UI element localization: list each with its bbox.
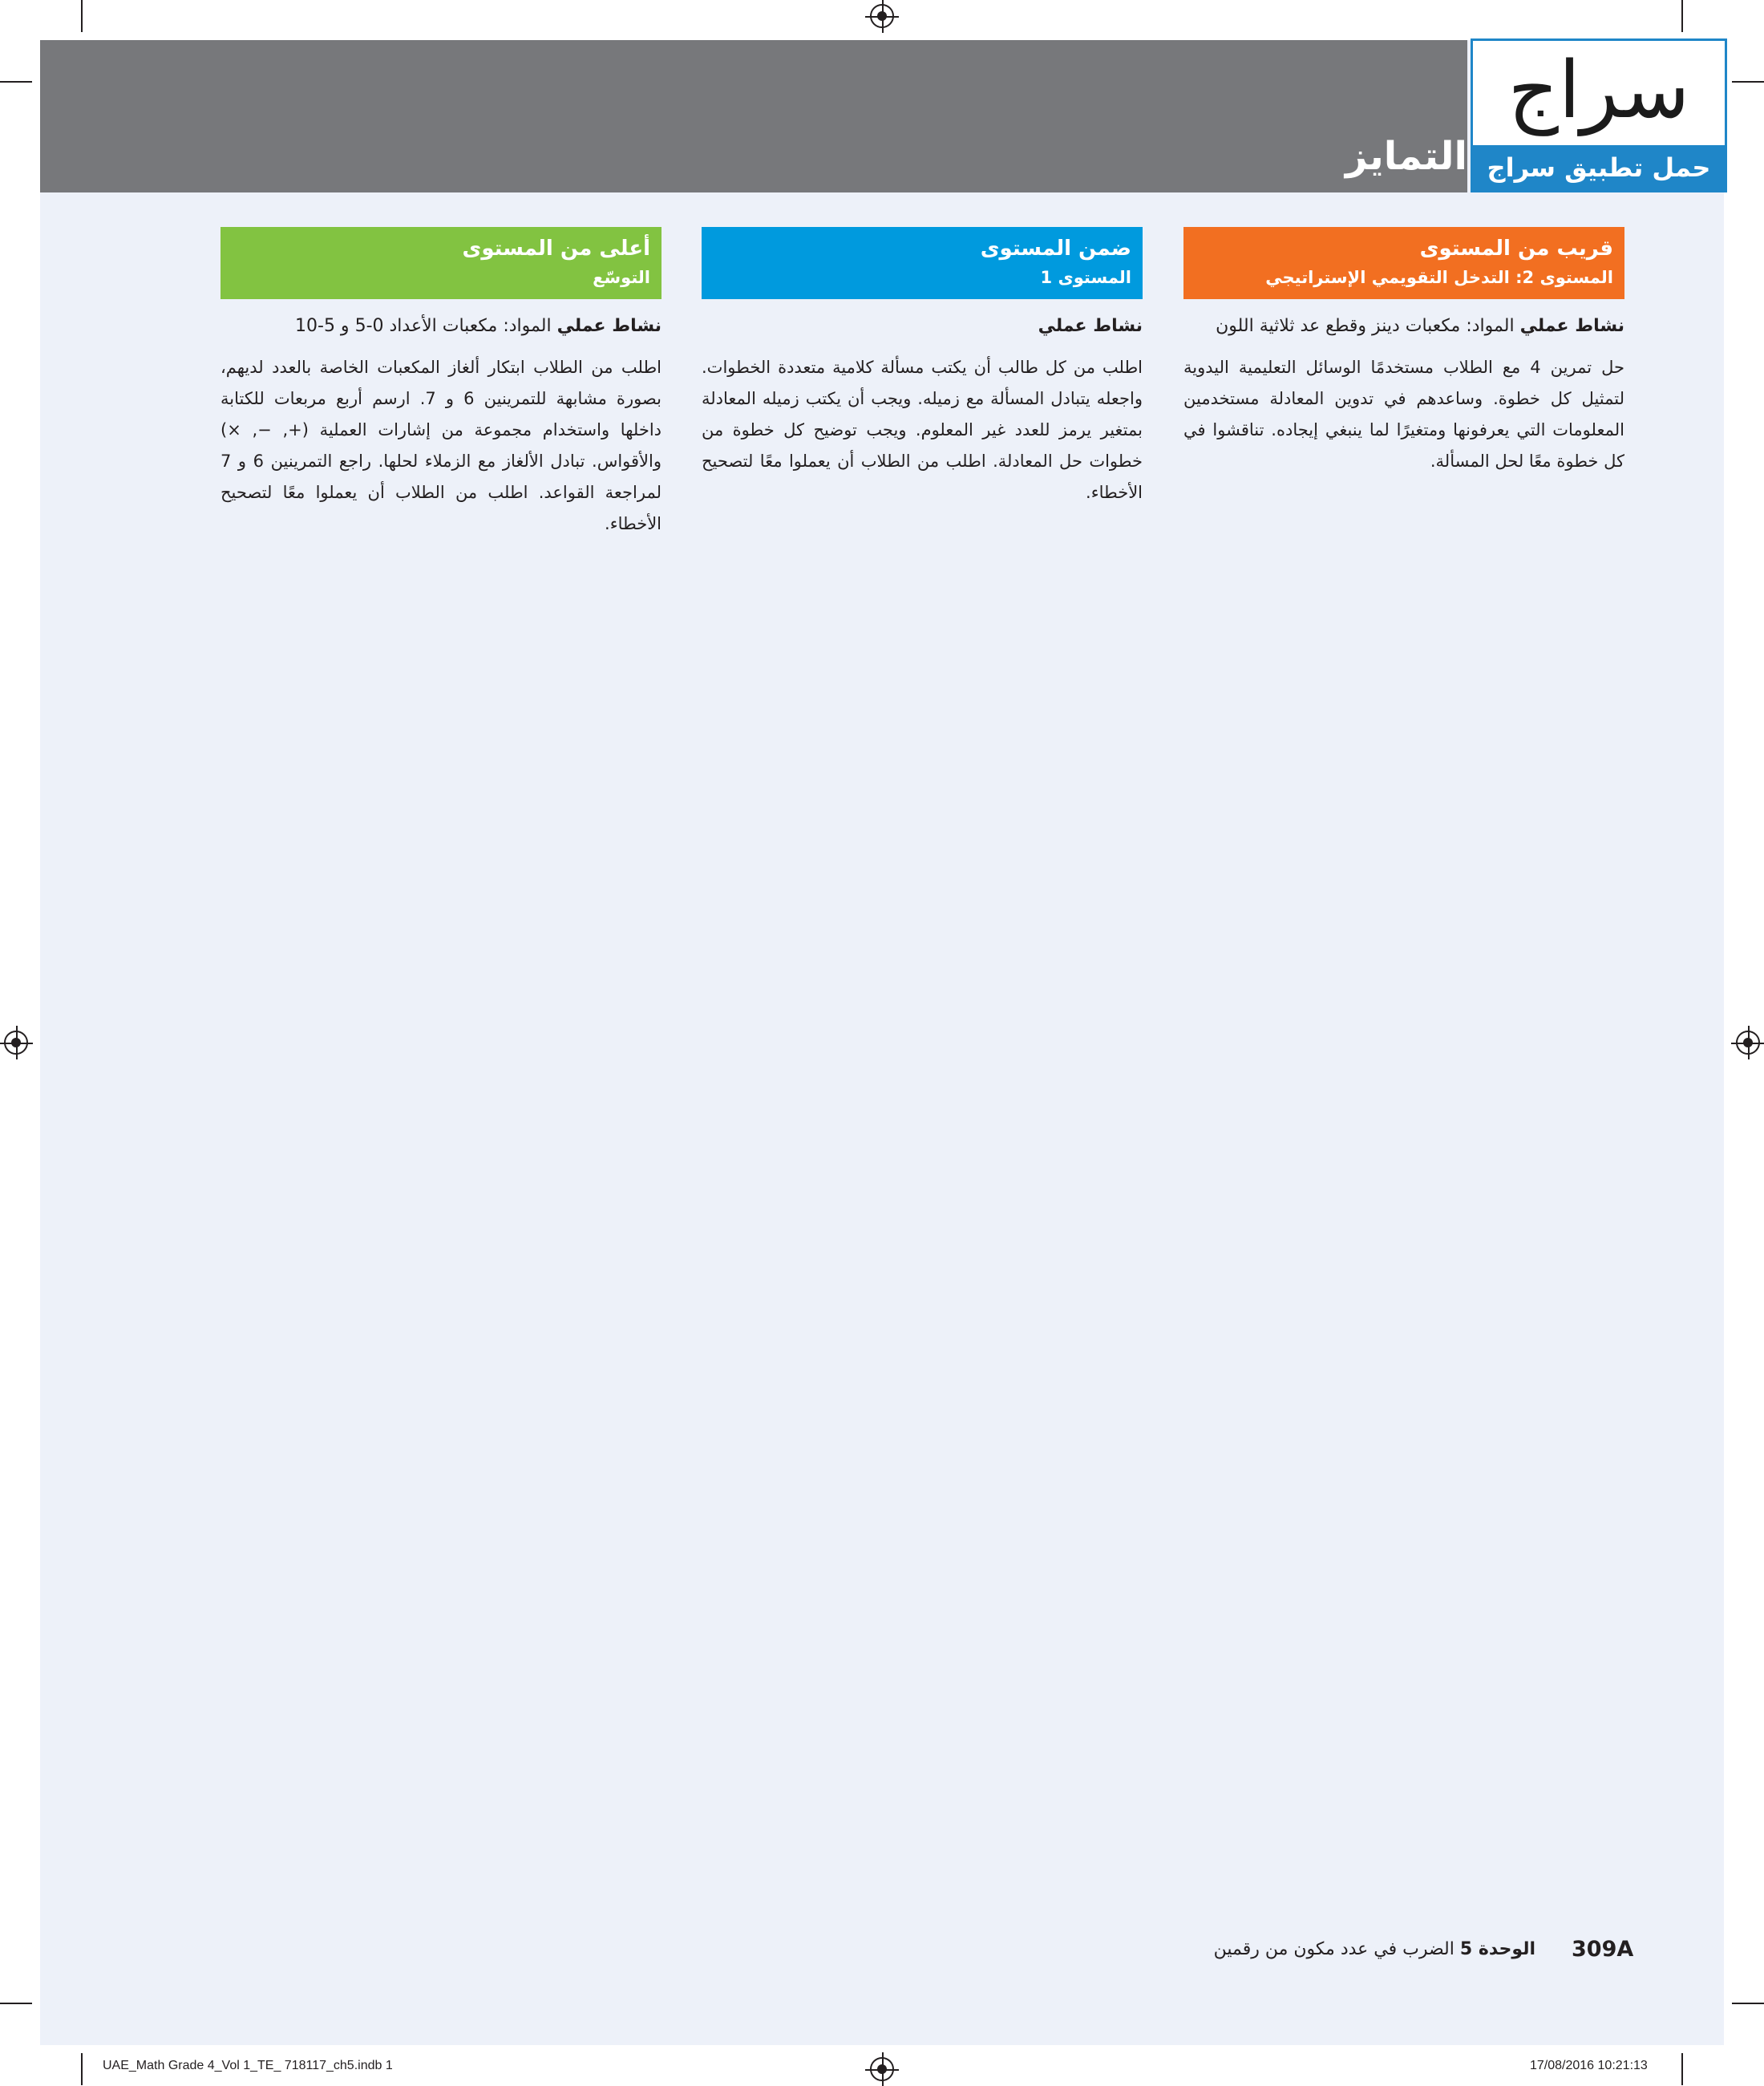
unit-label: الوحدة 5 [1459,1939,1535,1959]
registration-mark-icon [1736,1031,1760,1055]
page-number: 309A [1572,1937,1634,1962]
column-header [220,227,662,299]
crop-mark [0,81,32,83]
crop-mark [81,2053,83,2085]
unit-reference [1214,1939,1535,1959]
column-header [1183,227,1624,299]
file-slug: UAE_Math Grade 4_Vol 1_TE_ 718117_ch5.indb 1 [103,2059,393,2072]
column-subheading: المستوى 2: التدخل التقويمي الإستراتيجي [1265,268,1613,287]
crop-mark [1732,2003,1764,2004]
header-band [40,40,1467,192]
activity-line [220,312,662,341]
crop-mark [0,2003,32,2004]
activity-label: نشاط عملي [1519,316,1624,336]
crop-mark [81,0,83,32]
logo-word: سراج [1507,45,1690,136]
column-beyond-level [220,227,662,540]
column-body: حل تمرين 4 مع الطلاب مستخدمًا الوسائل التعليمية اليدوية لتمثيل كل خطوة. وساعدهم في تدوين المعادلة مستخدمين المعلومات التي يعرفونها ومتغيرًا لما ينبغي إيجاده. تناقشوا في كل خطوة معًا لحل المسألة. [1183,358,1624,471]
crop-mark [1732,81,1764,83]
registration-mark-icon [870,2057,894,2081]
activity-line [1183,312,1624,341]
unit-title: الضرب في عدد مكون من رقمين [1213,1939,1454,1959]
registration-mark-icon [870,4,894,28]
column-subheading: المستوى 1 [1040,268,1131,287]
page-title: التمايز [1345,134,1467,179]
crop-mark [1681,0,1683,32]
column-approaching-level [1183,227,1624,477]
column-body: اطلب من الطلاب ابتكار ألغاز المكعبات الخاصة بالعدد لديهم، بصورة مشابهة للتمرينين 6 و 7. ارسم أربع مربعات للكتابة داخلها واستخدام مجموعة من إشارات العملية (+, −, ×) والأقواس. تبادل الألغاز مع الزملاء لحلها. راجع التمرينين 6 و 7 لمراجعة القواعد. اطلب من الطلاب أن يعملوا معًا لتصحيح الأخطاء. [220,358,662,533]
activity-label: نشاط عملي [556,316,662,336]
logo-tagline: حمل تطبيق سراج [1473,145,1725,190]
column-header [702,227,1143,299]
column-heading: قريب من المستوى [1419,237,1613,261]
column-subheading: التوسّع [593,268,650,287]
column-on-level [702,227,1143,508]
materials: المواد: مكعبات الأعداد 0-5 و 5-10 [294,316,552,336]
print-timestamp: 17/08/2016 10:21:13 [1530,2059,1648,2072]
column-body: اطلب من كل طالب أن يكتب مسألة كلامية متعددة الخطوات. واجعله يتبادل المسألة مع زميله. ويجب أن يكتب زميله المعادلة بمتغير يرمز للعدد غير المعلوم. ويجب توضيح كل خطوة من خطوات حل المعادلة. اطلب من الطلاب أن يعملوا معًا لتصحيح الأخطاء. [702,358,1143,502]
crop-mark [1681,2053,1683,2085]
materials: المواد: مكعبات دينز وقطع عد ثلاثية اللون [1216,316,1515,336]
siraj-logo [1471,38,1727,192]
activity-line [702,312,1143,341]
activity-label: نشاط عملي [1038,316,1143,336]
column-heading: أعلى من المستوى [462,237,650,261]
column-heading: ضمن المستوى [980,237,1131,261]
registration-mark-icon [4,1031,28,1055]
